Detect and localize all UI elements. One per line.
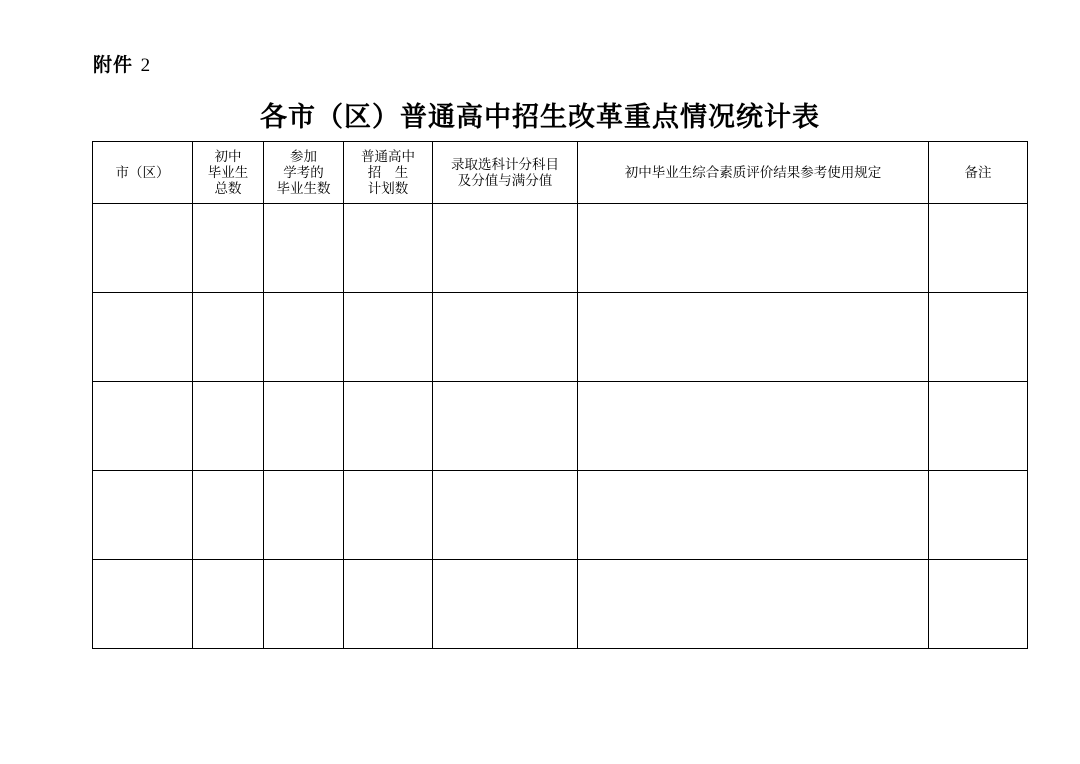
table-cell <box>344 471 433 560</box>
header-remarks: 备注 <box>929 142 1028 204</box>
table-cell <box>929 293 1028 382</box>
header-evaluation-rules: 初中毕业生综合素质评价结果参考使用规定 <box>578 142 929 204</box>
table-cell <box>93 204 193 293</box>
table-cell <box>344 382 433 471</box>
statistics-table <box>92 141 1028 649</box>
attachment-label <box>93 50 151 77</box>
table-cell <box>264 471 344 560</box>
header-graduates-total: 初中 毕业生 总数 <box>193 142 264 204</box>
table-cell <box>264 560 344 649</box>
table-cell <box>193 471 264 560</box>
table-cell <box>578 560 929 649</box>
table-cell <box>929 382 1028 471</box>
table-row <box>93 204 1028 293</box>
table-cell <box>433 560 578 649</box>
table-cell <box>193 382 264 471</box>
table-cell <box>578 382 929 471</box>
header-city: 市（区） <box>93 142 193 204</box>
table-cell <box>578 204 929 293</box>
table-cell <box>264 382 344 471</box>
table-cell <box>433 293 578 382</box>
table-cell <box>929 471 1028 560</box>
table-cell <box>344 293 433 382</box>
table-cell <box>578 471 929 560</box>
table-cell <box>433 382 578 471</box>
table-cell <box>929 204 1028 293</box>
table-row <box>93 382 1028 471</box>
table-cell <box>193 560 264 649</box>
table-row <box>93 293 1028 382</box>
table-cell <box>344 560 433 649</box>
table-cell <box>193 293 264 382</box>
attachment-text: 附件 <box>93 54 134 76</box>
table-cell <box>264 293 344 382</box>
table-cell <box>578 293 929 382</box>
table-row <box>93 471 1028 560</box>
table-cell <box>93 560 193 649</box>
table-cell <box>93 471 193 560</box>
header-exam-graduates: 参加 学考的 毕业生数 <box>264 142 344 204</box>
attachment-number: 2 <box>140 55 152 76</box>
page-title: 各市（区）普通高中招生改革重点情况统计表 <box>260 102 820 133</box>
table-cell <box>344 204 433 293</box>
header-enrollment-plan: 普通高中 招 生 计划数 <box>344 142 433 204</box>
table-header-row <box>93 142 1028 204</box>
table-cell <box>193 204 264 293</box>
table-cell <box>433 471 578 560</box>
table-cell <box>93 293 193 382</box>
table-cell <box>264 204 344 293</box>
header-scoring-subjects: 录取选科计分科目 及分值与满分值 <box>433 142 578 204</box>
table-cell <box>929 560 1028 649</box>
table-cell <box>93 382 193 471</box>
table-cell <box>433 204 578 293</box>
table-row <box>93 560 1028 649</box>
